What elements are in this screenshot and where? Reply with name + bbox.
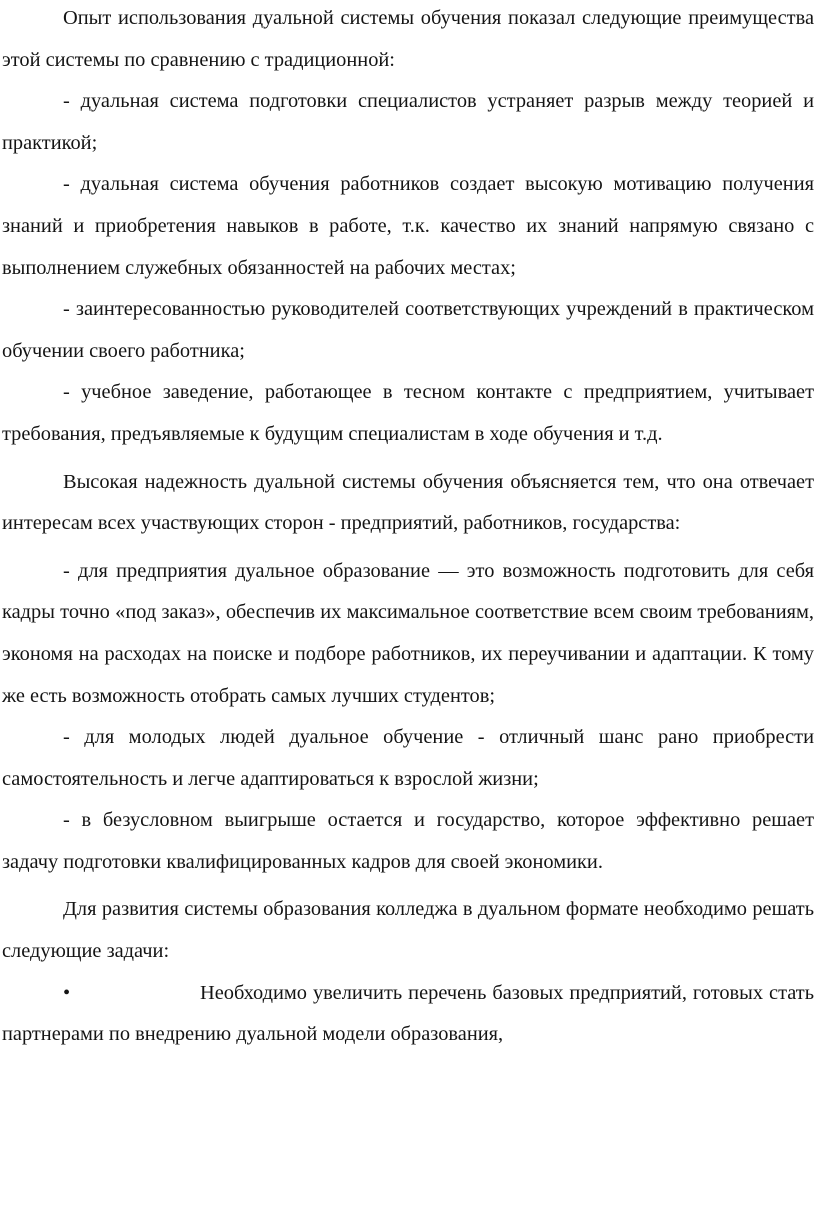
paragraph-advantage-1: - дуальная система подготовки специалистов устраняет разрыв между теорией и практикой; — [2, 90, 814, 154]
paragraph-intro: Опыт использования дуальной системы обучения показал следующие преимущества этой системы по сравнению с традиционной: — [2, 7, 814, 71]
paragraph-tasks-intro: Для развития системы образования колледжа в дуальном формате необходимо решать следующие задачи: — [2, 898, 814, 963]
document-body — [2, 0, 814, 1056]
bullet-text: Необходимо увеличить перечень базовых предприятий, готовых стать партнерами по внедрению дуальной модели образования, — [2, 981, 814, 1046]
paragraph-enterprise: - для предприятия дуальное образование — это возможность подготовить для себя кадры точно «под заказ», обеспечив их максимальное соответствие всем своим требованиям, экономя на расходах на поиске и подборе работников, их переучивании и адаптации. К тому же есть возможность отобрать самых лучших студентов; — [2, 559, 814, 707]
bullet-list-item — [2, 973, 814, 1056]
paragraph-reliability: Высокая надежность дуальной системы обучения объясняется тем, что она отвечает интересам всех участвующих сторон - предприятий, работников, государства: — [2, 470, 814, 535]
bullet-marker: • — [63, 981, 71, 1004]
paragraph-state: - в безусловном выигрыше остается и государство, которое эффективно решает задачу подготовки квалифицированных кадров для своей экономики. — [2, 809, 814, 873]
paragraph-advantage-2: - дуальная система обучения работников создает высокую мотивацию получения знаний и приобретения навыков в работе, т.к. качество их знаний напрямую связано с выполнением служебных обязанностей на рабочих местах; — [2, 173, 814, 279]
paragraph-youth: - для молодых людей дуальное обучение - отличный шанс рано приобрести самостоятельность и легче адаптироваться к взрослой жизни; — [2, 726, 814, 790]
paragraph-advantage-3: - заинтересованностью руководителей соответствующих учреждений в практическом обучении своего работника; — [2, 298, 814, 362]
paragraph-advantage-4: - учебное заведение, работающее в тесном контакте с предприятием, учитывает требования, предъявляемые к будущим специалистам в ходе обучения и т.д. — [2, 381, 814, 445]
